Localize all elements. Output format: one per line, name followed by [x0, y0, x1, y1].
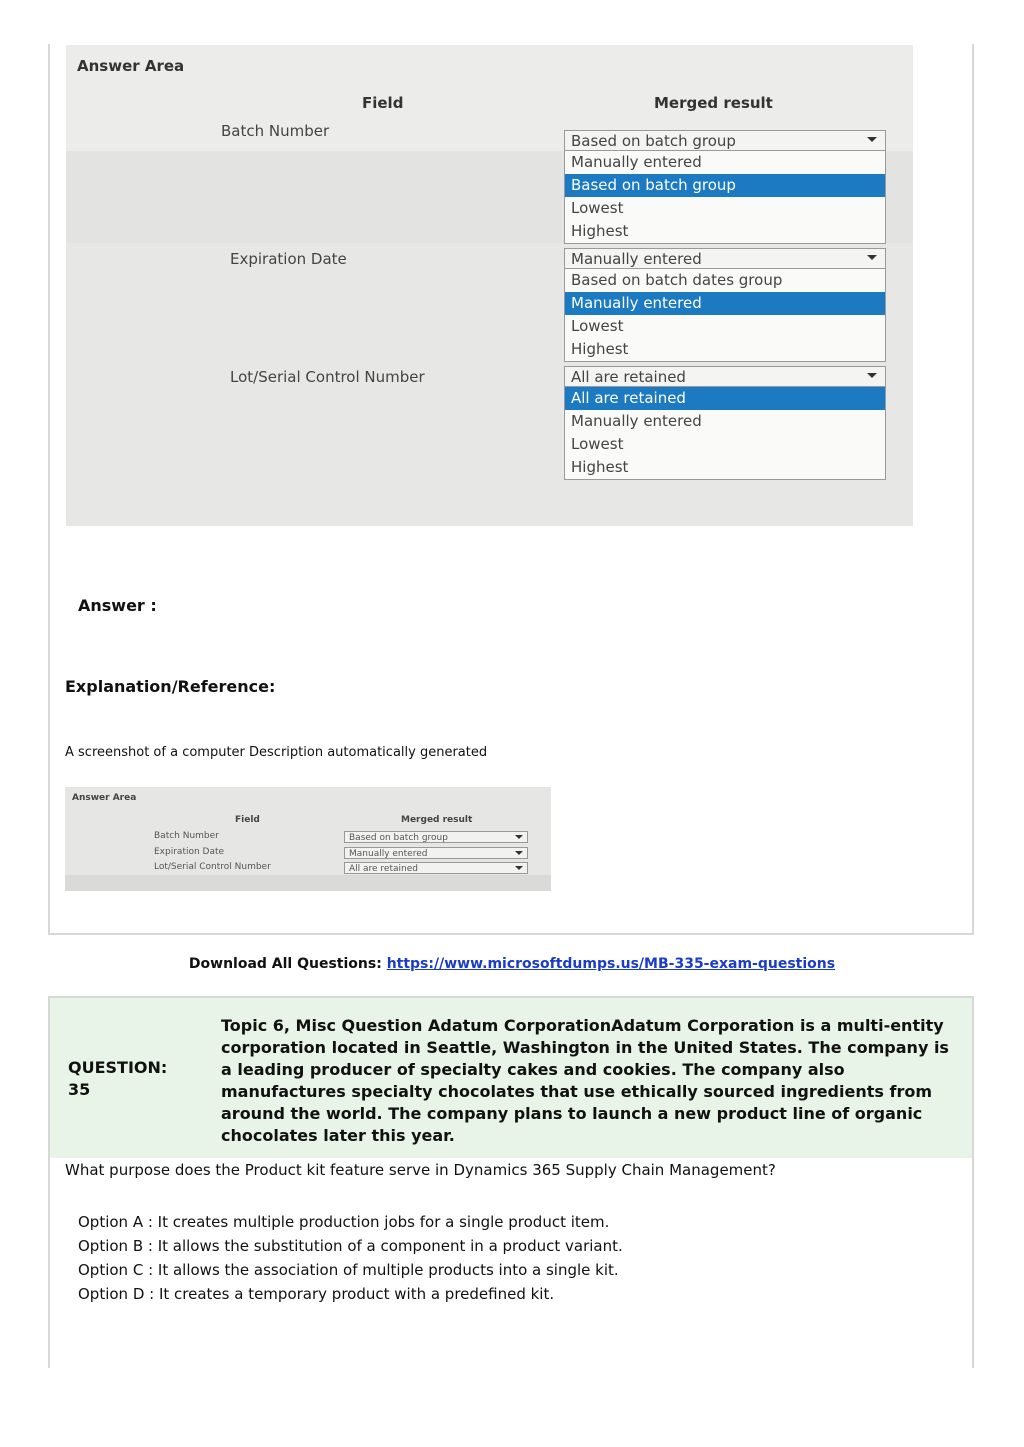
column-header-merged-result: Merged result [401, 815, 473, 825]
download-line [0, 956, 1024, 972]
batch-number-dropdown[interactable] [564, 130, 886, 244]
answer-area-title: Answer Area [72, 793, 137, 803]
column-header-field: Field [362, 94, 404, 112]
image-caption: A screenshot of a computer Description automatically generated [65, 745, 488, 760]
dropdown-option[interactable]: Manually entered [571, 412, 702, 430]
chevron-down-icon [515, 835, 523, 839]
option-b[interactable]: Option B : It allows the substitution of a component in a product variant. [78, 1237, 623, 1255]
question-number [68, 1057, 198, 1101]
dropdown-option[interactable]: Highest [571, 340, 629, 358]
chevron-down-icon [515, 866, 523, 870]
chevron-down-icon [515, 851, 523, 855]
expiration-date-dropdown[interactable] [564, 248, 886, 362]
question-text: What purpose does the Product kit feature serve in Dynamics 365 Supply Chain Management? [65, 1161, 776, 1179]
answer-options [78, 1210, 623, 1306]
column-header-merged-result: Merged result [654, 94, 773, 112]
question-header [50, 998, 972, 1158]
answer-area-title: Answer Area [77, 57, 185, 75]
dropdown-option[interactable]: Manually entered [571, 153, 702, 171]
explanation-label: Explanation/Reference: [65, 677, 276, 696]
download-label: Download All Questions: [188, 956, 382, 972]
download-link[interactable]: https://www.microsoftdumps.us/MB-335-exam-questions [386, 956, 836, 972]
dropdown-option-highlighted[interactable]: Based on batch group [565, 174, 885, 197]
option-d[interactable]: Option D : It creates a temporary product with a predefined kit. [78, 1285, 555, 1303]
field-label-batch-number: Batch Number [221, 122, 330, 140]
merged-result-value: Based on batch group [344, 831, 528, 843]
field-label-expiration-date: Expiration Date [230, 250, 347, 268]
answer-label: Answer : [78, 596, 157, 615]
dropdown-option[interactable]: Based on batch dates group [571, 271, 783, 289]
dropdown-list [564, 151, 886, 244]
field-label: Batch Number [154, 831, 219, 841]
question-number-label: QUESTION: [68, 1058, 168, 1077]
dropdown-list [564, 387, 886, 480]
chevron-down-icon [867, 373, 877, 378]
option-c[interactable]: Option C : It allows the association of multiple products into a single kit. [78, 1261, 619, 1279]
dropdown-option[interactable]: Highest [571, 222, 629, 240]
dropdown-option[interactable]: Highest [571, 458, 629, 476]
field-label-lot-serial: Lot/Serial Control Number [230, 368, 425, 386]
photo-band [65, 875, 551, 891]
merged-result-value: Manually entered [344, 847, 528, 859]
dropdown-option[interactable]: Lowest [571, 317, 624, 335]
question-number-value: 35 [68, 1080, 91, 1099]
dropdown-selected-value[interactable]: All are retained [564, 366, 886, 387]
dropdown-list [564, 269, 886, 362]
answer-small-image [65, 787, 551, 891]
column-header-field: Field [235, 815, 260, 825]
dropdown-option[interactable]: Lowest [571, 199, 624, 217]
chevron-down-icon [867, 137, 877, 142]
field-label: Lot/Serial Control Number [154, 862, 271, 872]
dropdown-selected-value[interactable]: Manually entered [564, 248, 886, 269]
lot-serial-dropdown[interactable] [564, 366, 886, 480]
answer-area-image [66, 45, 913, 526]
merged-result-value: All are retained [344, 862, 528, 874]
dropdown-option-highlighted[interactable]: Manually entered [565, 292, 885, 315]
dropdown-option[interactable]: Lowest [571, 435, 624, 453]
question-topic: Topic 6, Misc Question Adatum CorporationAdatum Corporation is a multi-entity corporation located in Seattle, Washington in the United States. The company is a leading producer of specialty cakes and cookies. The company also manufactures specialty chocolates that use ethically sourced ingredients from around the world. The company plans to launch a new product line of organic chocolates later this year. [221, 1016, 949, 1145]
dropdown-selected-value[interactable]: Based on batch group [564, 130, 886, 151]
chevron-down-icon [867, 255, 877, 260]
field-label: Expiration Date [154, 847, 225, 857]
option-a[interactable]: Option A : It creates multiple production jobs for a single product item. [78, 1213, 610, 1231]
dropdown-option-highlighted[interactable]: All are retained [565, 387, 885, 410]
